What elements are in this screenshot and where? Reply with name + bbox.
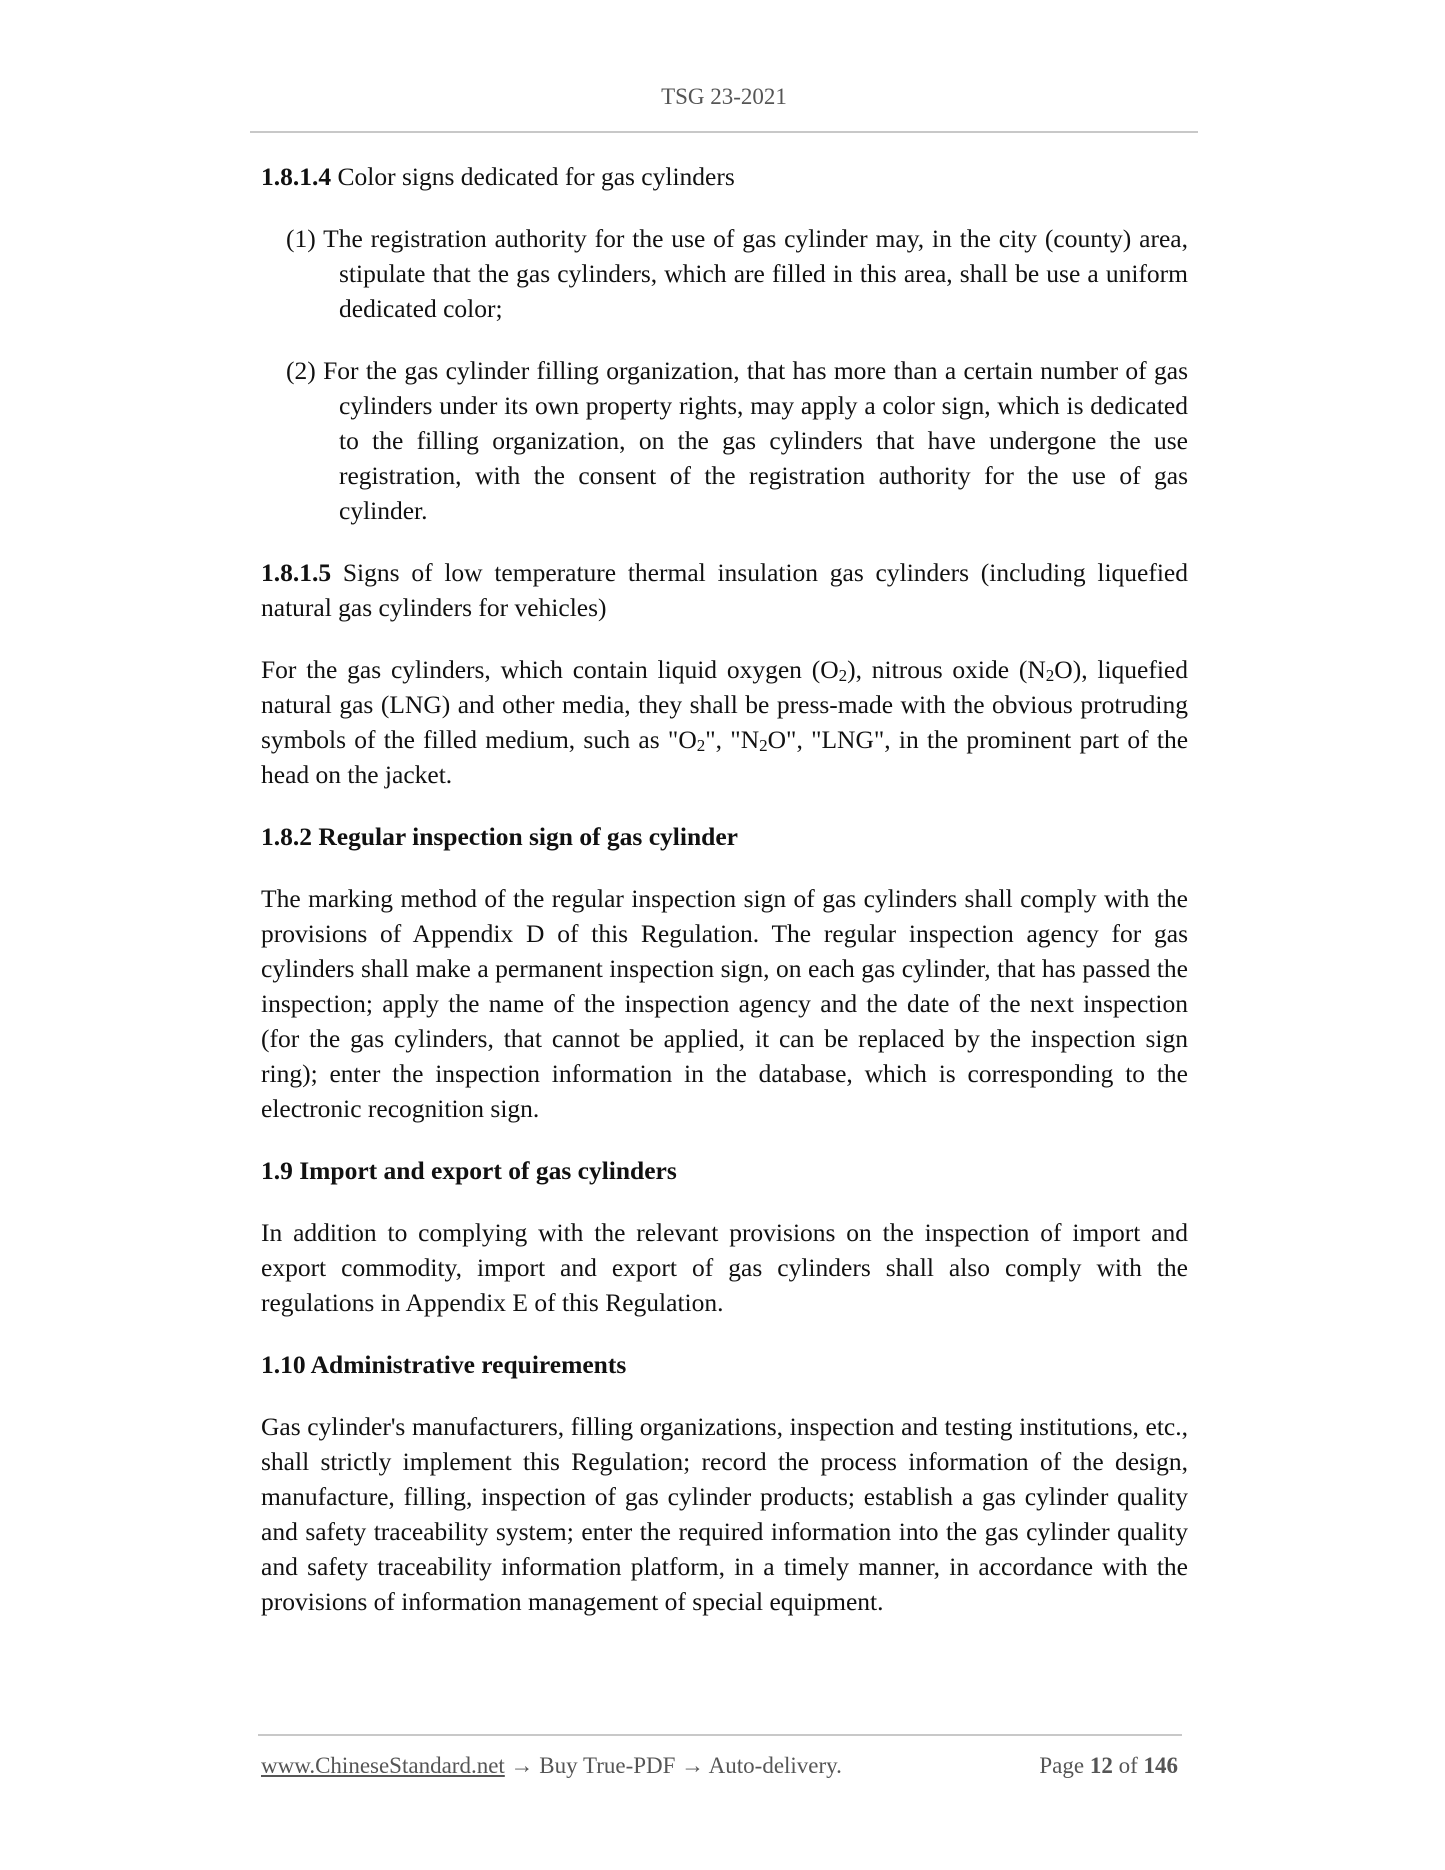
text-run: For the gas cylinders, which contain liquid oxygen (O xyxy=(261,655,839,684)
page-label: Page xyxy=(1039,1753,1090,1778)
section-number: 1.8.1.4 xyxy=(261,162,332,191)
page-footer xyxy=(261,1753,1182,1783)
list-item: (2) For the gas cylinder filling organization, that has more than a certain number of gas cylinders under its own property rights, may apply a color sign, which is dedicated to the filling organization, on the gas cylinders that have undergone the use registration, with the consent of the registration authority for the use of gas cylinder. xyxy=(286,356,1188,525)
text-run: ", "N xyxy=(705,725,760,754)
section-title: Color signs dedicated for gas cylinders xyxy=(331,162,735,191)
section-1-8-1-5-heading xyxy=(261,555,1188,625)
page-number xyxy=(1039,1753,1178,1779)
text-run: ), nitrous oxide (N xyxy=(847,655,1046,684)
header-divider xyxy=(250,131,1198,133)
footer-left xyxy=(261,1753,842,1779)
subscript: 2 xyxy=(838,666,848,685)
footer-tagline: → Buy True-PDF → Auto-delivery. xyxy=(504,1753,842,1778)
page-header: TSG 23-2021 xyxy=(661,84,787,109)
subscript: 2 xyxy=(1045,666,1055,685)
text-run: O), liquefied natural gas (LNG) and other media, they shall be press-made with the obvious protruding symbols of the filled medium, such as "O xyxy=(261,655,1188,754)
paragraph xyxy=(261,652,1188,792)
section-1-9-heading: 1.9 Import and export of gas cylinders xyxy=(261,1156,677,1185)
paragraph: In addition to complying with the relevant provisions on the inspection of import and export commodity, import and export of gas cylinders shall also comply with the regulations in Appendix E of this Regulation. xyxy=(261,1218,1188,1317)
text-run: O", "LNG", in the prominent part of the head on the jacket. xyxy=(261,725,1189,789)
subscript: 2 xyxy=(696,736,706,755)
section-1-8-2-heading: 1.8.2 Regular inspection sign of gas cylinder xyxy=(261,822,738,851)
current-page: 12 xyxy=(1089,1753,1113,1778)
footer-divider xyxy=(258,1734,1182,1736)
section-title: Signs of low temperature thermal insulation gas cylinders (including liquefied natural gas cylinders for vehicles) xyxy=(261,558,1188,622)
document-body xyxy=(261,159,1188,1646)
subscript: 2 xyxy=(759,736,768,755)
paragraph: Gas cylinder's manufacturers, filling organizations, inspection and testing institutions, etc., shall strictly implement this Regulation; record the process information of the design, manufacture, filling, inspection of gas cylinder products; establish a gas cylinder quality and safety traceability system; enter the required information into the gas cylinder quality and safety traceability information platform, in a timely manner, in accordance with the provisions of information management of special equipment. xyxy=(261,1412,1188,1616)
total-pages: 146 xyxy=(1143,1753,1178,1778)
section-number: 1.8.1.5 xyxy=(261,558,332,587)
of-label: of xyxy=(1112,1753,1144,1778)
section-1-10-heading: 1.10 Administrative requirements xyxy=(261,1350,627,1379)
section-1-8-1-4-heading xyxy=(261,159,1188,194)
site-link[interactable]: www.ChineseStandard.net xyxy=(261,1753,505,1778)
list-item: (1) The registration authority for the use of gas cylinder may, in the city (county) area, stipulate that the gas cylinders, which are filled in this area, shall be use a uniform dedicated color; xyxy=(286,224,1188,323)
paragraph: The marking method of the regular inspection sign of gas cylinders shall comply with the provisions of Appendix D of this Regulation. The regular inspection agency for gas cylinders shall make a permanent inspection sign, on each gas cylinder, that has passed the inspection; apply the name of the inspection agency and the date of the next inspection (for the gas cylinders, that cannot be applied, it can be replaced by the inspection sign ring); enter the inspection information in the database, which is corresponding to the electronic recognition sign. xyxy=(261,884,1188,1123)
